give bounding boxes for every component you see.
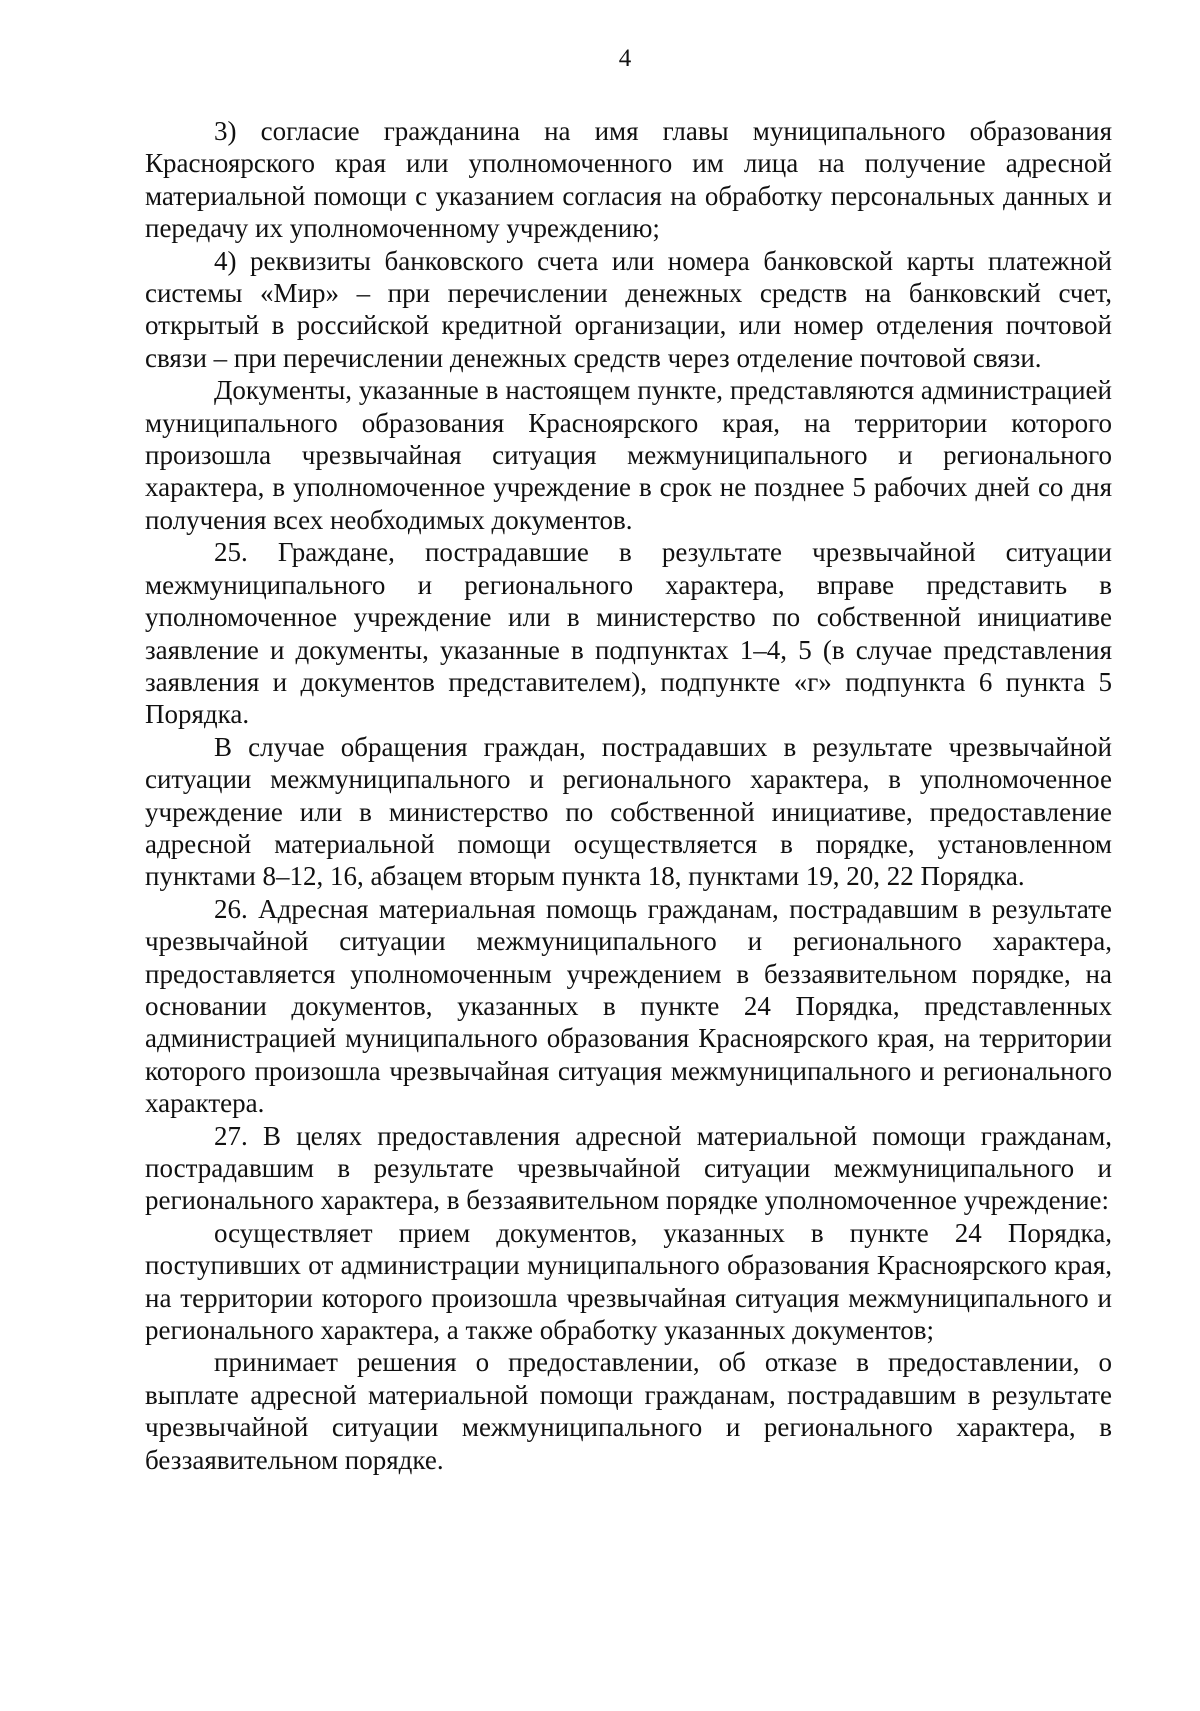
paragraph-clause-27-decisions: принимает решения о предоставлении, об отказе в предоставлении, о выплате адресной материальной помощи гражданам, пострадавшим в результате чрезвычайной ситуации межмуниципального и регионального характера, в беззаявительном порядке. — [145, 1347, 1112, 1475]
paragraph-item-4-bank-details: 4) реквизиты банковского счета или номера банковской карты платежной системы «Мир» – при перечислении денежных средств на банковский счет, открытый в российской кредитной организации, или номер отделения почтовой связи – при перечислении денежных средств через отделение почтовой связи. — [145, 245, 1112, 373]
paragraph-item-3-consent: 3) согласие гражданина на имя главы муниципального образования Красноярского края или уполномоченного им лица на получение адресной материальной помощи с указанием согласия на обработку персональных данных и передачу их уполномоченному учреждению; — [145, 116, 1112, 244]
paragraph-clause-27-reception: осуществляет прием документов, указанных в пункте 24 Порядка, поступивших от администрации муниципального образования Красноярского края, на территории которого произошла чрезвычайная ситуация межмуниципального и регионального характера, а также обработку указанных документов; — [145, 1217, 1112, 1346]
paragraph-clause-26: 26. Адресная материальная помощь гражданам, пострадавшим в результате чрезвычайной ситуации межмуниципального и регионального характера, предоставляется уполномоченным учреждением в беззаявительном порядке, на основании документов, указанных в пункте 24 Порядка, представленных администрацией муниципального образования Красноярского края, на территории которого произошла чрезвычайная ситуация межмуниципального и регионального характера. — [145, 893, 1112, 1119]
paragraph-clause-27: 27. В целях предоставления адресной материальной помощи гражданам, пострадавшим в результате чрезвычайной ситуации межмуниципального и регионального характера, в беззаявительном порядке уполномоченное учреждение: — [145, 1120, 1112, 1216]
page-number: 4 — [618, 45, 632, 72]
paragraph-clause-25: 25. Граждане, пострадавшие в результате чрезвычайной ситуации межмуниципального и регионального характера, вправе представить в уполномоченное учреждение или в министерство по собственной инициативе заявление и документы, указанные в подпунктах 1–4, 5 (в случае представления заявления и документов представителем), подпункте «г» подпункта 6 пункта 5 Порядка. — [145, 537, 1112, 730]
paragraph-clause-25-procedure: В случае обращения граждан, пострадавших в результате чрезвычайной ситуации межмуниципального и регионального характера, в уполномоченное учреждение или в министерство по собственной инициативе, предоставление адресной материальной помощи осуществляется в порядке, установленном пунктами 8–12, 16, абзацем вторым пункта 18, пунктами 19, 20, 22 Порядка. — [145, 731, 1112, 892]
document-body — [145, 115, 1112, 1476]
paragraph-documents-submission: Документы, указанные в настоящем пункте, представляются администрацией муниципального образования Красноярского края, на территории которого произошла чрезвычайная ситуация межмуниципального и регионального характера, в уполномоченное учреждение в срок не позднее 5 рабочих дней со дня получения всех необходимых документов. — [145, 375, 1112, 535]
